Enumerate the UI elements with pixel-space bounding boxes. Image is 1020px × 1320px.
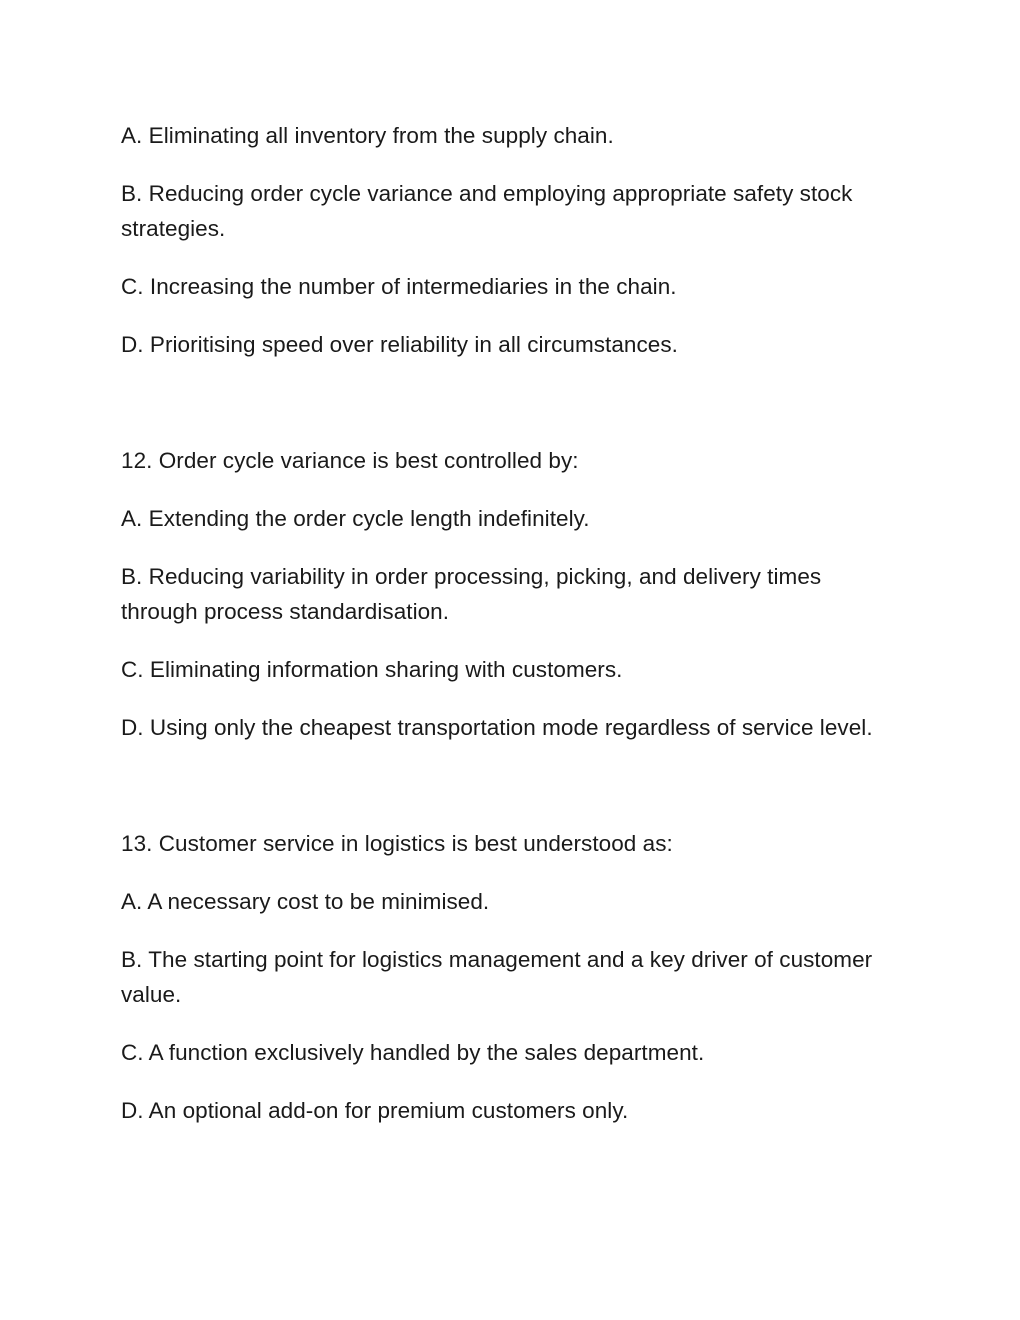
question-12-text: 12. Order cycle variance is best controlled by: [121,448,579,473]
question-12 [121,443,891,745]
option-b: B. Reducing variability in order processing, picking, and delivery times through process standardisation. [121,564,822,624]
option-b: B. Reducing order cycle variance and employing appropriate safety stock strategies. [121,181,853,241]
option-a: A. Extending the order cycle length indefinitely. [121,506,590,531]
question-13 [121,826,891,1128]
option-d: D. An optional add-on for premium customers only. [121,1098,629,1123]
option-a: A. A necessary cost to be minimised. [121,889,490,914]
option-c: C. Increasing the number of intermediaries in the chain. [121,274,677,299]
option-d: D. Prioritising speed over reliability in all circumstances. [121,332,678,357]
question-13-text: 13. Customer service in logistics is best understood as: [121,831,673,856]
option-b: B. The starting point for logistics management and a key driver of customer value. [121,947,873,1007]
option-a: A. Eliminating all inventory from the supply chain. [121,123,614,148]
option-d: D. Using only the cheapest transportation mode regardless of service level. [121,715,873,740]
option-c: C. Eliminating information sharing with customers. [121,657,623,682]
spacer [121,385,891,443]
document-page [121,118,891,1151]
question-11-options [121,118,891,362]
option-c: C. A function exclusively handled by the sales department. [121,1040,705,1065]
spacer [121,768,891,826]
